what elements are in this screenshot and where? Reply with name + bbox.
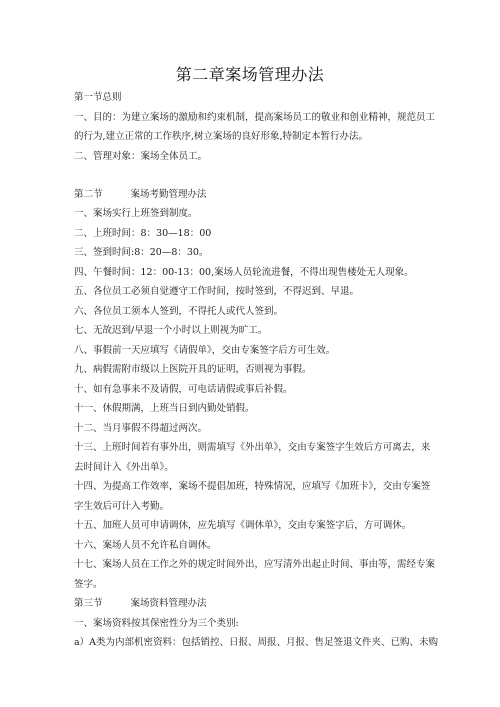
page-title: 第二章案场管理办法 xyxy=(175,65,325,84)
section-number: 第三节 xyxy=(74,598,103,609)
paragraph-line: 去时间计入《外出单》。 xyxy=(74,462,174,473)
paragraph-line: 十六、案场人员不允许私自调休。 xyxy=(74,540,217,551)
section-title: 案场资料管理办法 xyxy=(130,598,207,609)
paragraph-line: 四、午餐时间：12：00-13：00,案场人员轮流进餐，不得出现售楼处无人现象。 xyxy=(74,267,414,278)
paragraph-line: a）A类为内部机密资料：包括销控、日报、周报、月报、售足签退文件夹、已购、未购 xyxy=(74,637,439,648)
paragraph-line: 八、事假前一天应填写《请假单》，交由专案签字后方可生效。 xyxy=(74,345,336,356)
paragraph-line: 十七、案场人员在工作之外的规定时间外出，应写清外出起止时间、事由等，需经专案 xyxy=(74,559,436,570)
paragraph-line: 字生效后可计入考勤。 xyxy=(74,501,170,512)
section-number: 第二节 xyxy=(74,189,103,200)
section-heading: 第一节总则 xyxy=(74,92,122,103)
paragraph-line: 九、病假需附市级以上医院开具的证明，否则视为事假。 xyxy=(74,364,312,375)
section-heading xyxy=(74,189,434,201)
paragraph-line: 十一、休假期满，上班当日到内勤处销假。 xyxy=(74,403,255,414)
paragraph-line: 的行为,建立正常的工作秩序,树立案场的良好形象,特制定本暂行办法。 xyxy=(74,131,369,142)
paragraph-line: 十二、当月事假不得超过两次。 xyxy=(74,423,208,434)
section-title: 案场考勤管理办法 xyxy=(130,189,207,200)
paragraph-line: 二、上班时间：8：30—18：00 xyxy=(74,228,212,239)
paragraph-line: 七、无故迟到/早退一个小时以上则视为旷工。 xyxy=(74,325,268,336)
paragraph-line: 二、管理对象：案场全体员工。 xyxy=(74,151,208,162)
paragraph-line: 十五、加班人员可申请调休，应先填写《调休单》，交由专案签字后，方可调休。 xyxy=(74,520,412,531)
paragraph-line: 一、目的：为建立案场的激励和约束机制，提高案场员工的敬业和创业精神，规范员工 xyxy=(74,112,436,123)
paragraph-line: 十四、为提高工作效率，案场不提倡加班，特殊情况，应填写《加班卡》，交由专案签 xyxy=(74,481,431,492)
section-heading xyxy=(74,598,434,610)
paragraph-line: 一、案场资料按其保密性分为三个类别: xyxy=(74,618,239,629)
paragraph-line: 三、签到时间:8：20—8：30。 xyxy=(74,247,209,258)
paragraph-line: 六、各位员工须本人签到，不得托人或代人签到。 xyxy=(74,306,284,317)
paragraph-line: 签字。 xyxy=(74,579,103,590)
paragraph-line: 五、各位员工必须自觉遵守工作时间，按时签到，不得迟到、早退。 xyxy=(74,286,360,297)
paragraph-line: 十、如有急事来不及请假，可电话请假或事后补假。 xyxy=(74,384,293,395)
paragraph-line: 十三、上班时间若有事外出，则需填写《外出单》，交由专案签字生效后方可离去，来 xyxy=(74,442,431,453)
paragraph-line: 一、案场实行上班签到制度。 xyxy=(74,208,198,219)
